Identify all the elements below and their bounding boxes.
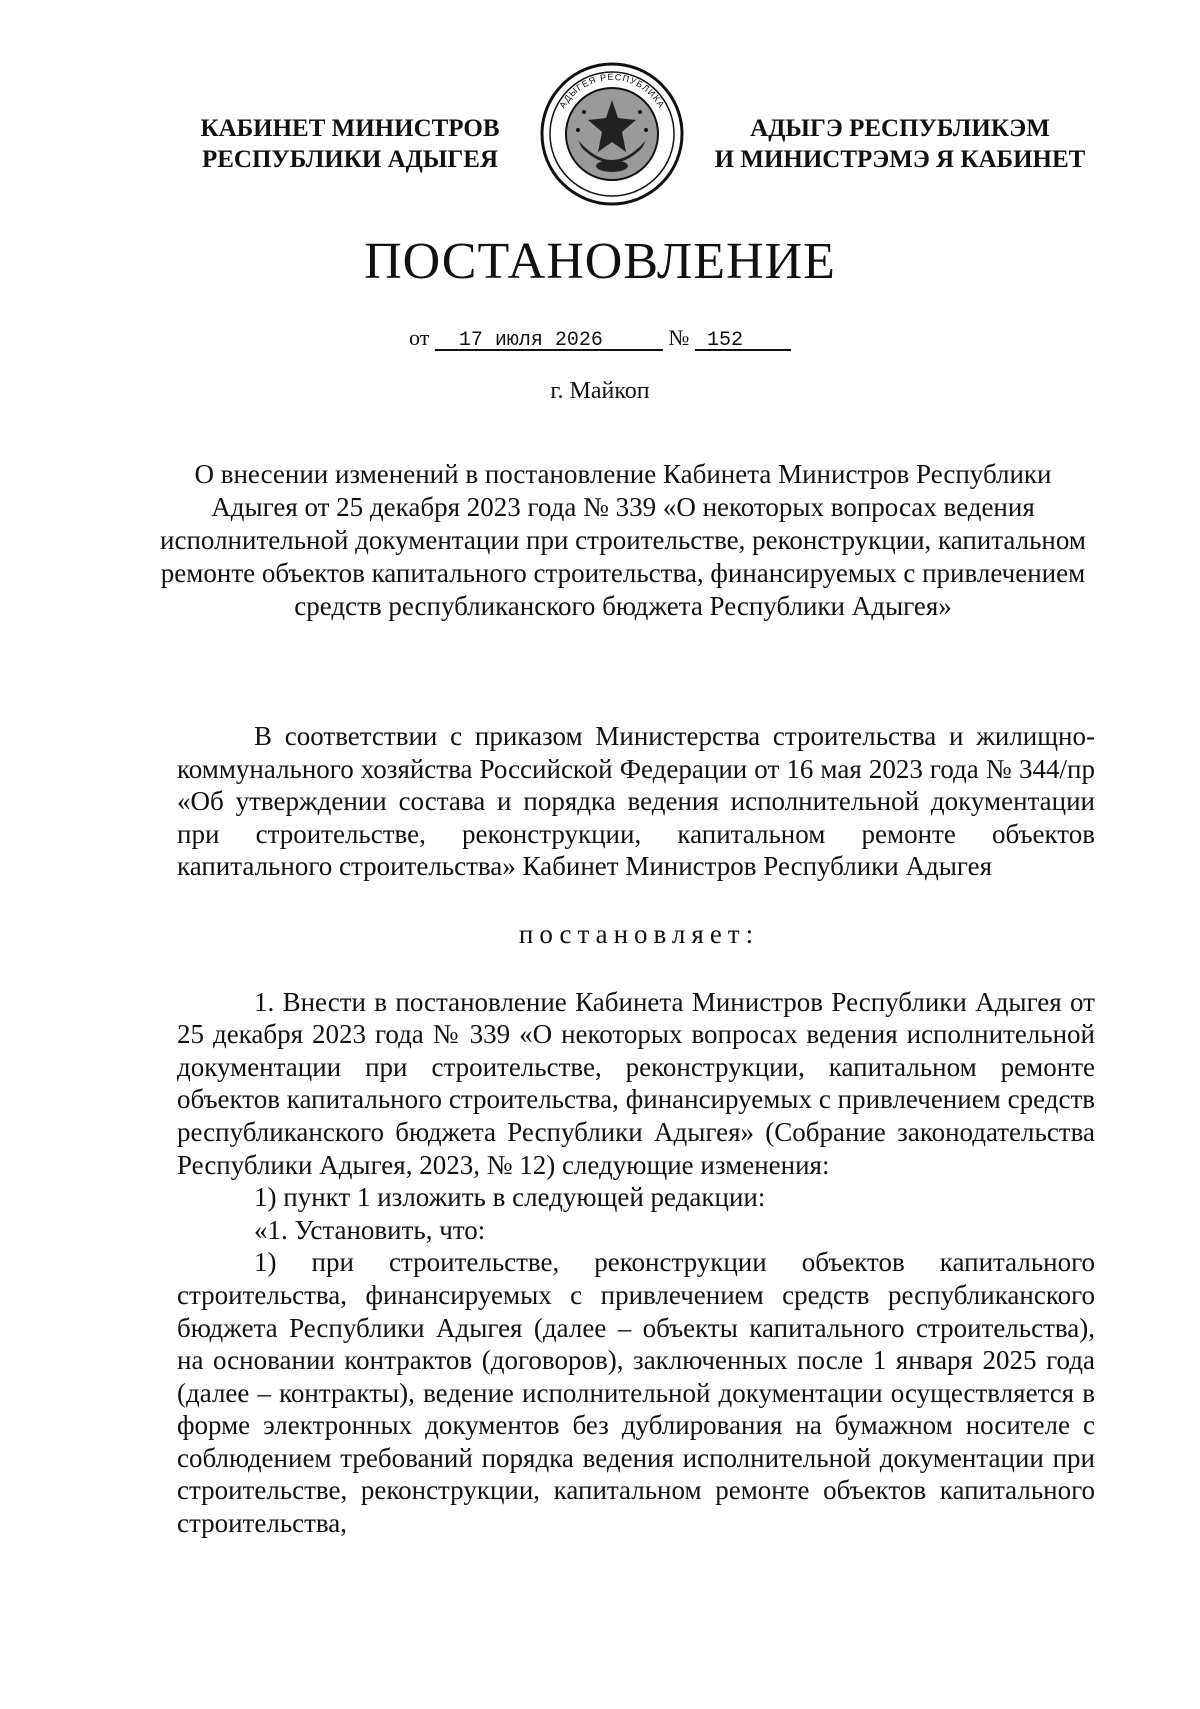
document-type-heading: ПОСТАНОВЛЕНИЕ [364, 233, 836, 290]
date-number-line [0, 325, 1200, 352]
issuer-adyghe-line-2: И МИНИСТРЭМЭ Я КАБИНЕТ [714, 146, 1086, 173]
issuer-adyghe-line-1: АДЫГЭ РЕСПУБЛИКЭМ [750, 115, 1050, 142]
city: г. Майкоп [550, 378, 650, 404]
preamble: В соответствии с приказом Министерства строительства и жилищно-коммунального хозяйства Российской Федерации от 16 мая 2023 года № 344/пр «Об утверждении состава и порядка ведения исполнительной документации при строительстве, реконструкции, капитальном ремонте объектов капитального строительства» Кабинет Министров Республики Адыгея [177, 721, 1095, 882]
issuer-name-adyghe [700, 113, 1100, 175]
paragraph-4: 1) при строительстве, реконструкции объектов капитального строительства, финансируемых с привлечением средств республиканского бюджета Республики Адыгея (далее – объекты капитального строительства), на основании контрактов (договоров), заключенных после 1 января 2025 года (далее – контракты), ведение исполнительной документации осуществляется в форме электронных документов без дублирования на бумажном носителе с соблюдением требований порядка ведения исполнительной документации при строительстве, реконструкции, капитальном ремонте объектов капитального строительства, [177, 1247, 1095, 1539]
date-from-label: от [409, 325, 430, 350]
document-date: 17 июля 2026 [458, 329, 603, 352]
decree-word: постановляет: [518, 918, 760, 949]
emblem-inscription: АДЫГЕЯ РЕСПУБЛИКА [557, 71, 667, 111]
paragraph-1: 1. Внести в постановление Кабинета Министров Республики Адыгея от 25 декабря 2023 года № 339 «О некоторых вопросах ведения исполнительной документации при строительстве, реконструкции, капитальном ремонте объектов капитального строительства, финансируемых с привлечением средств республиканского бюджета Республики Адыгея» (Собрание законодательства Республики Адыгея, 2023, № 12) следующие изменения: [177, 986, 1095, 1180]
document-body [177, 720, 1095, 1540]
document-number: 152 [706, 329, 743, 352]
issuer-name-russian [185, 113, 515, 175]
issuer-line-1: КАБИНЕТ МИНИСТРОВ [200, 115, 500, 142]
document-title: О внесении изменений в постановление Кабинета Министров Республики Адыгея от 25 декабря 2023 года № 339 «О некоторых вопросах ведения исполнительной документации при строительстве, реконструкции, капитальном ремонте объектов капитального строительства, финансируемых с привлечением средств республиканского бюджета Республики Адыгея» [160, 459, 1086, 621]
paragraph-3: «1. Установить, что: [254, 1214, 486, 1245]
issuer-line-2: РЕСПУБЛИКИ АДЫГЕЯ [201, 146, 499, 173]
coat-of-arms-emblem [538, 60, 686, 208]
number-label: № [668, 325, 690, 350]
paragraph-2: 1) пункт 1 изложить в следующей редакции: [254, 1182, 766, 1213]
